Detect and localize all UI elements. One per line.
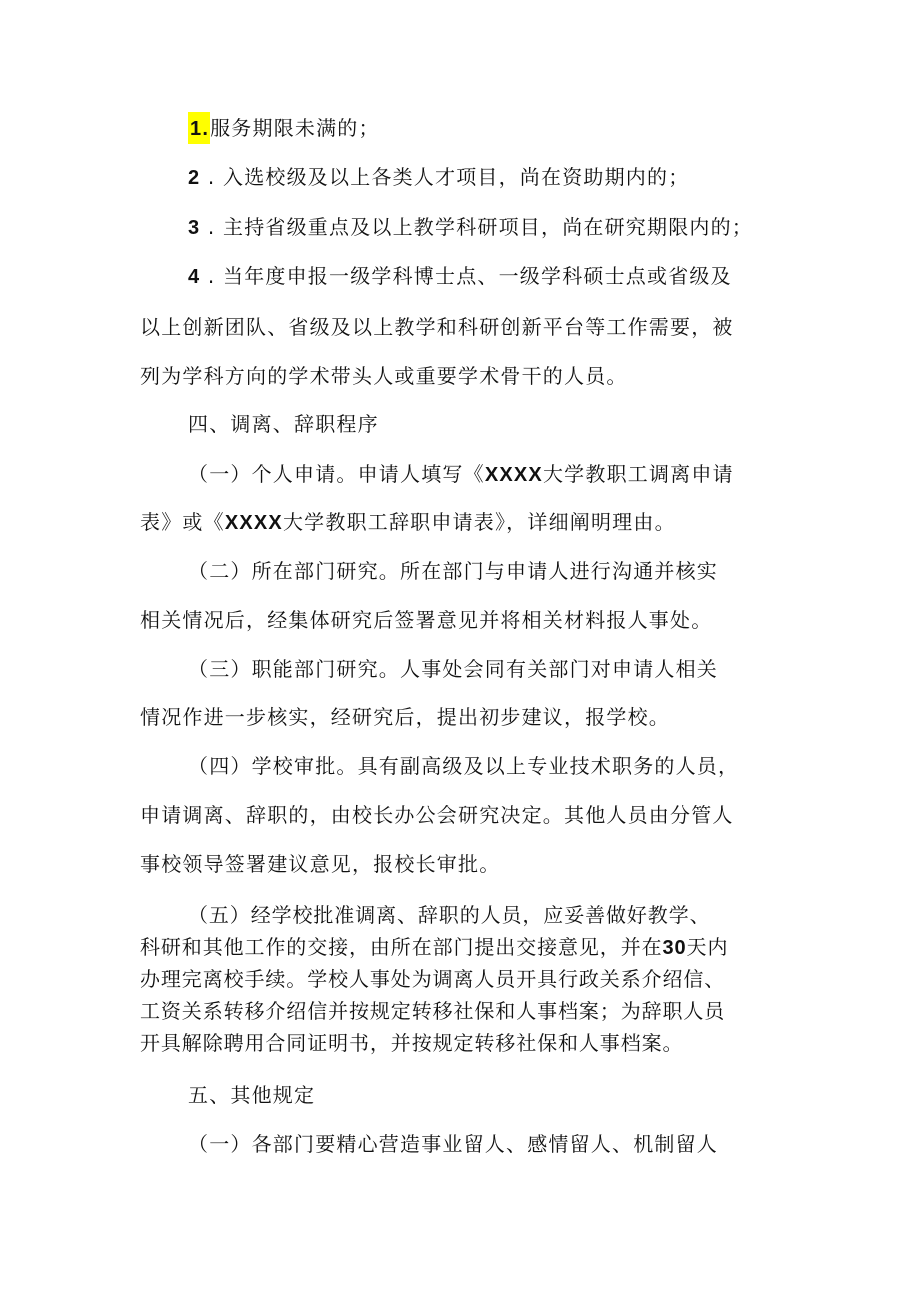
p3-text-2: 情况作进一步核实，经研究后，提出初步建议，报学校。 bbox=[140, 705, 670, 729]
item-2-number: 2 bbox=[188, 167, 201, 189]
section-5-p1-line-1 bbox=[188, 1130, 718, 1158]
section-4-p5-line-2 bbox=[140, 934, 728, 961]
p4-text-1: （四）学校审批。具有副高级及以上专业技术职务的人员， bbox=[188, 754, 740, 778]
section-4-p5-line-1 bbox=[188, 902, 711, 928]
p5-text-2b: 天内 bbox=[686, 935, 729, 959]
item-4-text: . 当年度申报一级学科博士点、一级学科硕士点或省级及 bbox=[200, 264, 732, 288]
p2-text-1: （二）所在部门研究。所在部门与申请人进行沟通并核实 bbox=[188, 559, 718, 583]
section-4-p3-line-2 bbox=[140, 703, 670, 731]
section-4-p5-line-5 bbox=[140, 1030, 683, 1056]
section-4-p1-line-1 bbox=[188, 460, 734, 489]
item-4-text-line-2: 以上创新团队、省级及以上教学和科研创新平台等工作需要，被 bbox=[140, 315, 734, 339]
p1-university-name: XXXX bbox=[484, 464, 543, 486]
item-4-continued-1 bbox=[140, 313, 734, 341]
p4-text-2: 申请调离、辞职的，由校长办公会研究决定。其他人员由分管人 bbox=[140, 803, 734, 827]
p1-text-d: 表》或《 bbox=[140, 510, 225, 534]
item-4 bbox=[188, 262, 732, 291]
section-4-p2-line-2 bbox=[140, 606, 712, 634]
p5-text-2: 科研和其他工作的交接，由所在部门提出交接意见，并在 bbox=[140, 935, 663, 959]
item-4-number: 4 bbox=[188, 266, 201, 288]
p5-text-1: （五）经学校批准调离、辞职的人员，应妥善做好教学、 bbox=[188, 903, 711, 927]
item-3 bbox=[188, 213, 753, 242]
section-4-p2-line-1 bbox=[188, 557, 718, 585]
p1-university-name-2: XXXX bbox=[224, 512, 283, 534]
p1-text-e: 大学教职工辞职申请表》，详细阐明理由。 bbox=[282, 510, 676, 534]
section-5-heading bbox=[188, 1081, 315, 1109]
p5-days-number: 30 bbox=[662, 937, 687, 959]
section-5-p1-text: （一）各部门要精心营造事业留人、感情留人、机制留人 bbox=[188, 1132, 718, 1156]
item-4-text-line-3: 列为学科方向的学术带头人或重要学术骨干的人员。 bbox=[140, 364, 628, 388]
p5-text-3: 办理完离校手续。学校人事处为调离人员开具行政关系介绍信、 bbox=[140, 967, 726, 991]
item-4-continued-2 bbox=[140, 362, 628, 390]
p2-text-2: 相关情况后，经集体研究后签署意见并将相关材料报人事处。 bbox=[140, 608, 713, 632]
section-4-heading-text: 四、调离、辞职程序 bbox=[188, 412, 379, 436]
item-1-number: 1. bbox=[188, 112, 210, 144]
section-4-p5-line-4 bbox=[140, 998, 725, 1024]
section-4-p1-line-2 bbox=[140, 508, 676, 537]
section-4-p3-line-1 bbox=[188, 655, 718, 683]
p3-text-1: （三）职能部门研究。人事处会同有关部门对申请人相关 bbox=[188, 657, 718, 681]
section-4-p4-line-2 bbox=[140, 801, 734, 829]
p1-text-a: （一）个人申请。申请人填写《 bbox=[188, 462, 485, 486]
item-3-number: 3 bbox=[188, 217, 201, 239]
section-5-heading-text: 五、其他规定 bbox=[188, 1083, 316, 1107]
section-4-p5-line-3 bbox=[140, 966, 725, 992]
p1-text-c: 大学教职工调离申请 bbox=[542, 462, 734, 486]
item-2-text: . 入选校级及以上各类人才项目，尚在资助期内的； bbox=[200, 165, 690, 189]
item-1 bbox=[188, 114, 380, 143]
item-2 bbox=[188, 163, 689, 192]
item-3-text: . 主持省级重点及以上教学科研项目，尚在研究期限内的； bbox=[200, 215, 753, 239]
section-4-heading bbox=[188, 410, 379, 438]
item-1-text: 服务期限未满的； bbox=[210, 116, 380, 140]
p5-text-5: 开具解除聘用合同证明书，并按规定转移社保和人事档案。 bbox=[140, 1031, 684, 1055]
p5-text-4: 工资关系转移介绍信并按规定转移社保和人事档案；为辞职人员 bbox=[140, 999, 726, 1023]
p4-text-3: 事校领导签署建议意见，报校长审批。 bbox=[140, 852, 501, 876]
section-4-p4-line-3 bbox=[140, 850, 500, 878]
section-4-p4-line-1 bbox=[188, 752, 739, 780]
